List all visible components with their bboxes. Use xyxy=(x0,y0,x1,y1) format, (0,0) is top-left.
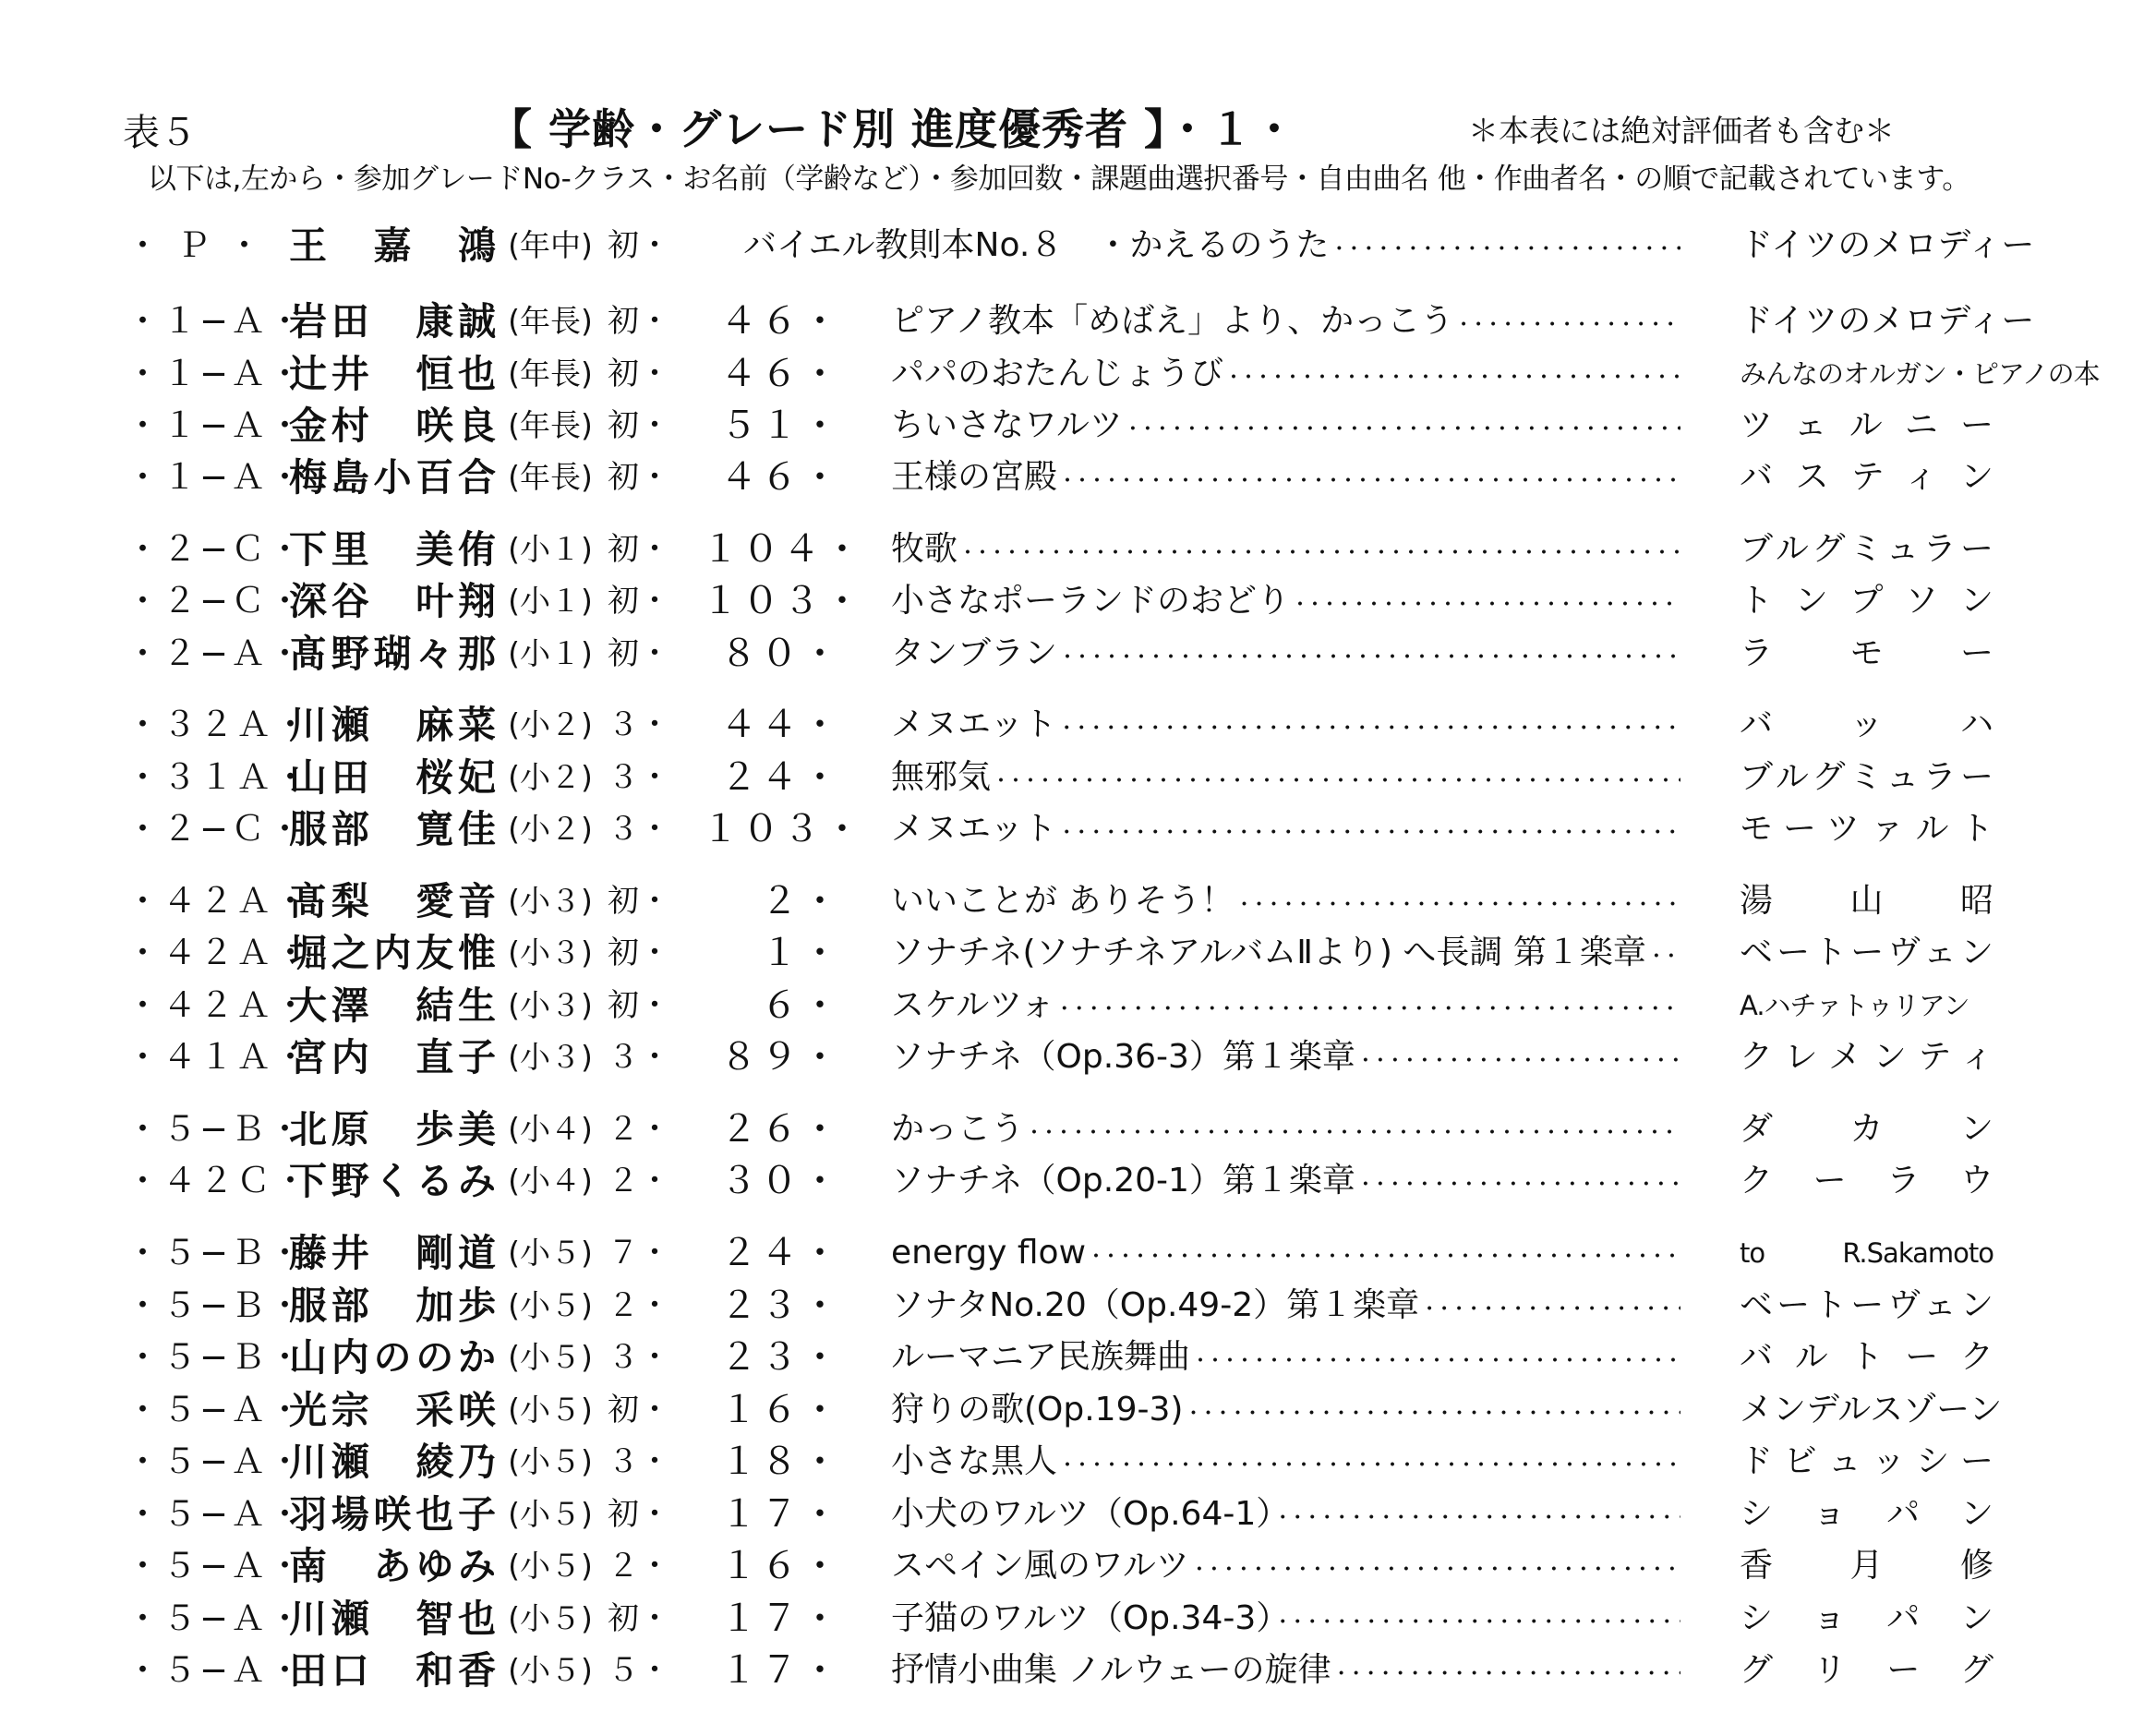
participation-count-cell: 初・ xyxy=(608,407,670,444)
age-cell: (年長) xyxy=(508,459,593,495)
grade-cell: ・２−Ａ・ xyxy=(126,633,306,673)
grade-cell: ・４２Ａ・ xyxy=(126,985,310,1025)
piece-number-cell: １６・ xyxy=(720,1545,842,1587)
participation-count-cell: 初・ xyxy=(608,227,670,264)
participation-count-cell: 初・ xyxy=(608,1496,670,1533)
grade-cell: ・２−Ｃ・ xyxy=(126,529,306,569)
piece-number-cell: ４６・ xyxy=(720,353,842,395)
piece-number-cell: ２・ xyxy=(761,880,842,922)
participation-count-cell: 初・ xyxy=(608,883,670,920)
participation-count-cell: 初・ xyxy=(608,1600,670,1637)
name-cell: 堀之内友惟 xyxy=(289,931,496,975)
piece-title-cell: 小さな黒人 ・・・・・・・・・・・・・・・・・・・・・・・・・・・・・・・・・・・・・・・・・・・・・・・・・・・・・・・・・・・・・・・・ xyxy=(891,1436,1680,1492)
grade-cell: ・５−Ｂ・ xyxy=(126,1285,306,1325)
piece-title-cell: ピアノ教本「めばえ」より、かっこう ・・・・・・・・・・・・・・・・・・・・・・・・・・・・・・・・・・・・・・・・・・・・・・・・・・・・・・・・・・・・・・・・ xyxy=(891,295,1680,352)
piece-number-cell: ２３・ xyxy=(720,1336,842,1379)
composer-cell: バスティン xyxy=(1740,458,1993,496)
composer-cell: ツェルニー xyxy=(1740,406,1993,444)
name-cell: 南 あゆみ xyxy=(289,1544,496,1588)
participation-count-cell: 初・ xyxy=(608,987,670,1024)
table-row xyxy=(0,1645,2156,1696)
piece-title-cell: ソナチネ（Op.36-3）第１楽章 ・・・・・・・・・・・・・・・・・・・・・・・・・・・・・・・・・・・・・・・・・・・・・・・・・・・・・・・・・・・・・・・・ xyxy=(891,1031,1680,1088)
age-cell: (小１) xyxy=(508,583,593,619)
grade-cell: ・５−Ａ・ xyxy=(126,1598,306,1638)
age-cell: (小２) xyxy=(508,811,593,847)
piece-number-cell: ８９・ xyxy=(720,1036,842,1079)
name-cell: 宮内 直子 xyxy=(289,1035,496,1079)
composer-cell: ドイツのメロディー xyxy=(1740,302,2035,340)
age-cell: (小５) xyxy=(508,1443,593,1479)
table-row xyxy=(0,980,2156,1031)
composer-cell: 香 月 修 xyxy=(1740,1547,1993,1585)
table-row xyxy=(0,1540,2156,1592)
piece-number-cell: １・ xyxy=(761,932,842,974)
piece-title-cell: ルーマニア民族舞曲 ・・・・・・・・・・・・・・・・・・・・・・・・・・・・・・・・・・・・・・・・・・・・・・・・・・・・・・・・・・・・・・・・ xyxy=(891,1332,1680,1388)
table-row xyxy=(0,803,2156,855)
grade-cell: ・１−Ａ・ xyxy=(126,457,306,497)
table-row xyxy=(0,875,2156,927)
table-row xyxy=(0,1593,2156,1645)
composer-cell: ク ー ラ ウ xyxy=(1740,1162,1993,1200)
table-row xyxy=(0,1280,2156,1332)
piece-number-cell: １７・ xyxy=(720,1493,842,1536)
composer-cell: ドビュッシー xyxy=(1740,1442,1993,1480)
table-row xyxy=(0,295,2156,347)
participation-count-cell: ２・ xyxy=(608,1287,670,1324)
composer-cell: ショパン xyxy=(1740,1495,1993,1533)
age-cell: (年長) xyxy=(508,303,593,339)
grade-cell: ・４１Ａ・ xyxy=(126,1037,310,1077)
age-cell: (小５) xyxy=(508,1548,593,1584)
piece-title-cell: スペイン風のワルツ ・・・・・・・・・・・・・・・・・・・・・・・・・・・・・・・・・・・・・・・・・・・・・・・・・・・・・・・・・・・・・・・・ xyxy=(891,1540,1680,1597)
table-row xyxy=(0,1332,2156,1383)
grade-cell: ・Ｐ・ xyxy=(126,225,278,265)
piece-number-cell: １７・ xyxy=(720,1649,842,1692)
composer-cell: トンプソン xyxy=(1740,582,1993,620)
name-cell: 山田 桜妃 xyxy=(289,755,496,800)
participation-count-cell: 初・ xyxy=(608,583,670,620)
table-row xyxy=(0,1384,2156,1436)
piece-title-cell: 子猫のワルツ（Op.34-3） ・・・・・・・・・・・・・・・・・・・・・・・・・・・・・・・・・・・・・・・・・・・・・・・・・・・・・・・・・・・・・・・・ xyxy=(891,1593,1680,1649)
participation-count-cell: ７・ xyxy=(608,1235,670,1272)
grade-cell: ・２−Ｃ・ xyxy=(126,581,306,621)
composer-cell: メンデルスゾーン xyxy=(1740,1391,2003,1429)
piece-number-cell: ８０・ xyxy=(720,633,842,675)
composer-cell: ベートーヴェン xyxy=(1740,1286,1993,1324)
table-row xyxy=(0,628,2156,680)
participation-count-cell: ３・ xyxy=(608,1443,670,1480)
piece-number-cell: １８・ xyxy=(720,1441,842,1483)
name-cell: 岩田 康誠 xyxy=(289,299,496,344)
piece-number-cell: ６・ xyxy=(761,984,842,1027)
name-cell: 羽場咲也子 xyxy=(289,1492,496,1537)
piece-number-cell: １０４・ xyxy=(702,528,864,571)
table-row xyxy=(0,524,2156,575)
age-cell: (小３) xyxy=(508,934,593,971)
piece-title-cell: バイエル教則本No.８ ・かえるのうた ・・・・・・・・・・・・・・・・・・・・・・・・・・・・・・・・・・・・・・・・・・・・・・・・・・・・・・・・・・・・・・・・ xyxy=(743,220,1680,276)
grade-cell: ・５−Ａ・ xyxy=(126,1441,306,1481)
grade-cell: ・４２Ａ・ xyxy=(126,933,310,972)
piece-title-cell: いいことが ありそう！ ・・・・・・・・・・・・・・・・・・・・・・・・・・・・・・・・・・・・・・・・・・・・・・・・・・・・・・・・・・・・・・・・ xyxy=(891,875,1680,932)
grade-cell: ・５−Ａ・ xyxy=(126,1650,306,1690)
grade-cell: ・１−Ａ・ xyxy=(126,405,306,445)
age-cell: (小５) xyxy=(508,1235,593,1271)
name-cell: 川瀬 麻菜 xyxy=(289,703,496,747)
grade-cell: ・４２Ｃ・ xyxy=(126,1161,310,1200)
table-label: 表５ xyxy=(123,112,197,154)
piece-title-cell: ちいさなワルツ ・・・・・・・・・・・・・・・・・・・・・・・・・・・・・・・・・・・・・・・・・・・・・・・・・・・・・・・・・・・・・・・・ xyxy=(891,400,1680,456)
name-cell: 北原 歩美 xyxy=(289,1107,496,1151)
age-cell: (小３) xyxy=(508,1039,593,1075)
age-cell: (小５) xyxy=(508,1496,593,1532)
piece-title-cell: 王様の宮殿 ・・・・・・・・・・・・・・・・・・・・・・・・・・・・・・・・・・・・・・・・・・・・・・・・・・・・・・・・・・・・・・・・ xyxy=(891,452,1680,508)
name-cell: 梅島小百合 xyxy=(289,455,496,500)
composer-cell: ベートーヴェン xyxy=(1740,934,1993,971)
table-row xyxy=(0,1031,2156,1083)
name-cell: 王 嘉 鴻 xyxy=(289,223,496,268)
piece-title-cell: 狩りの歌(Op.19-3) ・・・・・・・・・・・・・・・・・・・・・・・・・・・・・・・・・・・・・・・・・・・・・・・・・・・・・・・・・・・・・・・・ xyxy=(891,1384,1680,1441)
piece-number-cell: １０３・ xyxy=(702,808,864,850)
composer-cell: ショパン xyxy=(1740,1599,1993,1637)
name-cell: 服部 寛佳 xyxy=(289,807,496,851)
composer-cell: バルトーク xyxy=(1740,1338,1993,1376)
grade-cell: ・５−Ａ・ xyxy=(126,1390,306,1429)
age-cell: (小５) xyxy=(508,1600,593,1636)
name-cell: 深谷 叶翔 xyxy=(289,579,496,623)
name-cell: 山内ののか xyxy=(289,1335,496,1380)
participation-count-cell: 初・ xyxy=(608,635,670,672)
piece-number-cell: ５１・ xyxy=(720,404,842,447)
piece-number-cell: １７・ xyxy=(720,1597,842,1640)
participation-count-cell: 初・ xyxy=(608,303,670,340)
piece-title-cell: かっこう ・・・・・・・・・・・・・・・・・・・・・・・・・・・・・・・・・・・・・・・・・・・・・・・・・・・・・・・・・・・・・・・・ xyxy=(891,1103,1680,1160)
piece-number-cell: １６・ xyxy=(720,1389,842,1431)
grade-cell: ・５−Ｂ・ xyxy=(126,1109,306,1149)
age-cell: (小１) xyxy=(508,635,593,671)
grade-cell: ・４２Ａ・ xyxy=(126,881,310,921)
piece-number-cell: ４４・ xyxy=(720,704,842,746)
table-row xyxy=(0,1489,2156,1540)
composer-cell: A.ハチァトゥリアン xyxy=(1740,990,1969,1021)
grade-cell: ・３２Ａ・ xyxy=(126,705,310,744)
table-row xyxy=(0,400,2156,452)
participation-count-cell: ２・ xyxy=(608,1111,670,1148)
table-row xyxy=(0,752,2156,803)
age-cell: (小１) xyxy=(508,531,593,567)
age-cell: (小３) xyxy=(508,883,593,919)
composer-cell: ドイツのメロディー xyxy=(1740,226,2035,264)
participation-count-cell: ３・ xyxy=(608,759,670,796)
grade-cell: ・５−Ａ・ xyxy=(126,1494,306,1534)
piece-title-cell: energy flow ・・・・・・・・・・・・・・・・・・・・・・・・・・・・・・・・・・・・・・・・・・・・・・・・・・・・・・・・・・・・・・・・ xyxy=(891,1227,1680,1284)
participation-count-cell: 初・ xyxy=(608,531,670,568)
participation-count-cell: ２・ xyxy=(608,1163,670,1200)
composer-cell: みんなのオルガン・ピアノの本 xyxy=(1740,358,2100,390)
piece-number-cell: ４６・ xyxy=(720,300,842,343)
composer-cell: to R.Sakamoto xyxy=(1740,1237,1993,1269)
name-cell: 髙野瑚々那 xyxy=(289,632,496,676)
grade-cell: ・２−Ｃ・ xyxy=(126,809,306,849)
composer-cell: ダ カ ン xyxy=(1740,1110,1993,1148)
participation-count-cell: 初・ xyxy=(608,356,670,392)
table-row xyxy=(0,220,2156,271)
participation-count-cell: 初・ xyxy=(608,1392,670,1429)
participation-count-cell: 初・ xyxy=(608,934,670,971)
grade-cell: ・１−Ａ・ xyxy=(126,354,306,393)
table-row xyxy=(0,699,2156,751)
name-cell: 辻井 恒也 xyxy=(289,352,496,396)
table-row xyxy=(0,1155,2156,1207)
table-row xyxy=(0,1103,2156,1155)
piece-title-cell: 無邪気 ・・・・・・・・・・・・・・・・・・・・・・・・・・・・・・・・・・・・・・・・・・・・・・・・・・・・・・・・・・・・・・・・ xyxy=(891,752,1680,808)
table-row xyxy=(0,452,2156,503)
name-cell: 川瀬 智也 xyxy=(289,1597,496,1641)
piece-number-cell: ２３・ xyxy=(720,1284,842,1327)
age-cell: (小４) xyxy=(508,1163,593,1199)
composer-cell: バ ッ ハ xyxy=(1740,705,1993,743)
participation-count-cell: ５・ xyxy=(608,1652,670,1689)
name-cell: 金村 咲良 xyxy=(289,404,496,448)
composer-cell: モーツァルト xyxy=(1740,810,1993,848)
age-cell: (小４) xyxy=(508,1111,593,1147)
composer-cell: 湯 山 昭 xyxy=(1740,882,1993,920)
page-title: 【 学齢・グレード別 進度優秀者 】・１・ xyxy=(489,104,1297,154)
table-row xyxy=(0,927,2156,979)
age-cell: (年長) xyxy=(508,407,593,443)
composer-cell: クレメンティ xyxy=(1740,1038,1993,1076)
composer-cell: ラ モ ー xyxy=(1740,634,1993,672)
grade-cell: ・１−Ａ・ xyxy=(126,301,306,341)
participation-count-cell: ２・ xyxy=(608,1548,670,1585)
piece-title-cell: タンブラン ・・・・・・・・・・・・・・・・・・・・・・・・・・・・・・・・・・・・・・・・・・・・・・・・・・・・・・・・・・・・・・・・ xyxy=(891,628,1680,684)
piece-title-cell: メヌエット ・・・・・・・・・・・・・・・・・・・・・・・・・・・・・・・・・・・・・・・・・・・・・・・・・・・・・・・・・・・・・・・・ xyxy=(891,803,1680,860)
name-cell: 藤井 剛道 xyxy=(289,1231,496,1275)
table-row xyxy=(0,1436,2156,1488)
piece-title-cell: 抒情小曲集 ノルウェーの旋律 ・・・・・・・・・・・・・・・・・・・・・・・・・・・・・・・・・・・・・・・・・・・・・・・・・・・・・・・・・・・・・・・・ xyxy=(891,1645,1680,1701)
age-cell: (小２) xyxy=(508,759,593,795)
participation-count-cell: ３・ xyxy=(608,1339,670,1376)
header-note: ＊本表には絶対評価者も含む＊ xyxy=(1468,113,1895,149)
table-row xyxy=(0,575,2156,627)
piece-number-cell: ２４・ xyxy=(720,756,842,799)
participation-count-cell: ３・ xyxy=(608,706,670,743)
name-cell: 髙梨 愛音 xyxy=(289,879,496,923)
name-cell: 下野くるみ xyxy=(289,1159,496,1203)
piece-title-cell: メヌエット ・・・・・・・・・・・・・・・・・・・・・・・・・・・・・・・・・・・・・・・・・・・・・・・・・・・・・・・・・・・・・・・・ xyxy=(891,699,1680,755)
name-cell: 田口 和香 xyxy=(289,1648,496,1693)
age-cell: (年長) xyxy=(508,356,593,392)
piece-title-cell: ソナチネ（Op.20-1）第１楽章 ・・・・・・・・・・・・・・・・・・・・・・・・・・・・・・・・・・・・・・・・・・・・・・・・・・・・・・・・・・・・・・・・ xyxy=(891,1155,1680,1212)
grade-cell: ・５−Ｂ・ xyxy=(126,1233,306,1272)
piece-number-cell: ２６・ xyxy=(720,1108,842,1151)
name-cell: 光宗 采咲 xyxy=(289,1388,496,1432)
piece-number-cell: １０３・ xyxy=(702,580,864,622)
name-cell: 下里 美侑 xyxy=(289,527,496,572)
piece-number-cell: ２４・ xyxy=(720,1232,842,1274)
table-row xyxy=(0,348,2156,400)
grade-cell: ・５−Ｂ・ xyxy=(126,1337,306,1377)
composer-cell: ブルグミュラー xyxy=(1740,530,1993,568)
composer-cell: ブルグミュラー xyxy=(1740,758,1993,796)
age-cell: (小５) xyxy=(508,1652,593,1688)
age-cell: (小５) xyxy=(508,1392,593,1428)
piece-title-cell: ソナタNo.20（Op.49-2）第１楽章 ・・・・・・・・・・・・・・・・・・・・・・・・・・・・・・・・・・・・・・・・・・・・・・・・・・・・・・・・・・・・・・・・ xyxy=(891,1280,1680,1336)
column-description: 以下は,左から・参加グレードNo-クラス・お名前（学齢など）・参加回数・課題曲選択番号・自由曲名 他・作曲者名・の順で記載されています。 xyxy=(148,163,1970,196)
age-cell: (小５) xyxy=(508,1339,593,1375)
piece-title-cell: 牧歌 ・・・・・・・・・・・・・・・・・・・・・・・・・・・・・・・・・・・・・・・・・・・・・・・・・・・・・・・・・・・・・・・・ xyxy=(891,524,1680,580)
age-cell: (小３) xyxy=(508,987,593,1023)
composer-cell: グ リ ー グ xyxy=(1740,1651,1993,1689)
piece-number-cell: ３０・ xyxy=(720,1160,842,1202)
name-cell: 大澤 結生 xyxy=(289,983,496,1028)
name-cell: 服部 加歩 xyxy=(289,1284,496,1328)
age-cell: (年中) xyxy=(508,227,593,263)
name-cell: 川瀬 綾乃 xyxy=(289,1440,496,1484)
piece-number-cell: ４６・ xyxy=(720,456,842,499)
table-row xyxy=(0,1227,2156,1279)
grade-cell: ・５−Ａ・ xyxy=(126,1546,306,1585)
piece-title-cell: スケルツォ ・・・・・・・・・・・・・・・・・・・・・・・・・・・・・・・・・・・・・・・・・・・・・・・・・・・・・・・・・・・・・・・・ xyxy=(891,980,1680,1036)
age-cell: (小２) xyxy=(508,706,593,742)
participation-count-cell: ３・ xyxy=(608,811,670,848)
piece-title-cell: ソナチネ(ソナチネアルバムⅡより) へ長調 第１楽章 ・・・・・・・・・・・・・・・・・・・・・・・・・・・・・・・・・・・・・・・・・・・・・・・・・・・・・・・・・・・・・・・・ xyxy=(891,927,1680,983)
piece-title-cell: パパのおたんじょうび ・・・・・・・・・・・・・・・・・・・・・・・・・・・・・・・・・・・・・・・・・・・・・・・・・・・・・・・・・・・・・・・・ xyxy=(891,348,1680,404)
grade-cell: ・３１Ａ・ xyxy=(126,757,310,797)
participation-count-cell: 初・ xyxy=(608,459,670,496)
age-cell: (小５) xyxy=(508,1287,593,1323)
piece-title-cell: 小犬のワルツ（Op.64-1） ・・・・・・・・・・・・・・・・・・・・・・・・・・・・・・・・・・・・・・・・・・・・・・・・・・・・・・・・・・・・・・・・ xyxy=(891,1489,1680,1545)
participation-count-cell: ３・ xyxy=(608,1039,670,1076)
piece-title-cell: 小さなポーランドのおどり ・・・・・・・・・・・・・・・・・・・・・・・・・・・・・・・・・・・・・・・・・・・・・・・・・・・・・・・・・・・・・・・・ xyxy=(891,575,1680,632)
